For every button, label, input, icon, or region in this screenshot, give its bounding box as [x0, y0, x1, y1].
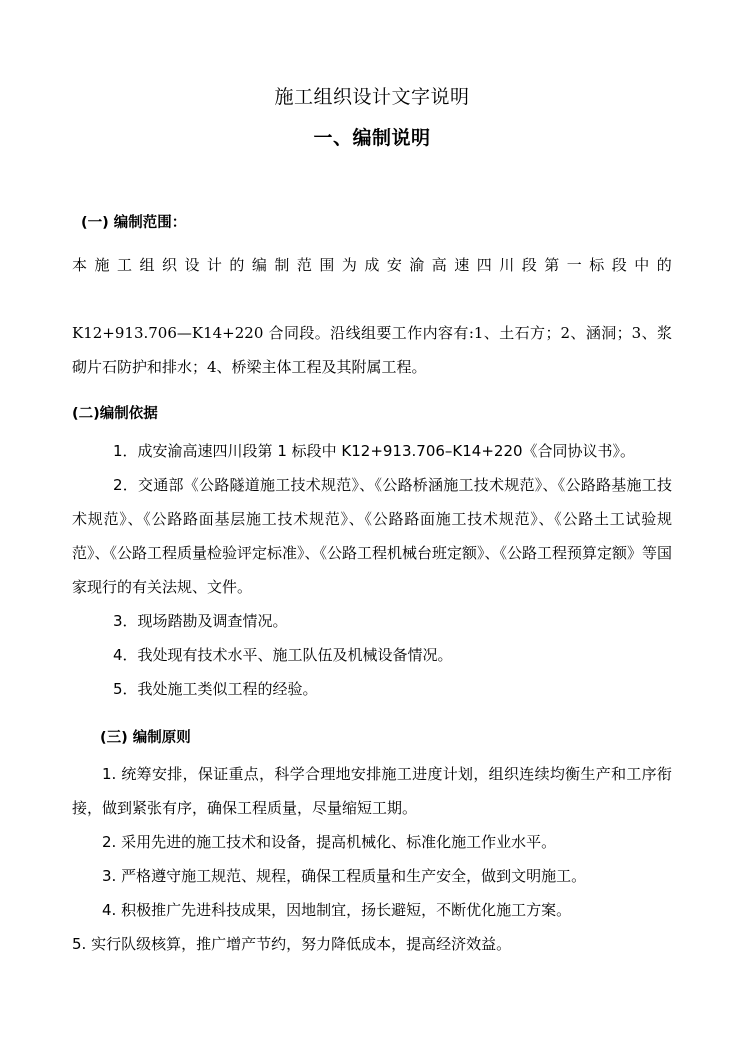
- list-item: 1. 统筹安排，保证重点，科学合理地安排施工进度计划，组织连续均衡生产和工序衔接，做到紧张有序，确保工程质量，尽量缩短工期。: [72, 765, 672, 818]
- section-scope-paragraph: [72, 235, 672, 384]
- list-item: 2．交通部《公路隧道施工技术规范》、《公路桥涵施工技术规范》、《公路路基施工技术规范》、《公路路面基层施工技术规范》、《公路路面施工技术规范》、《公路土工试验规范》、《公路工程质量检验评定标准》、《公路工程机械台班定额》、《公路工程预算定额》等国家现行的有关法规、文件。: [72, 475, 673, 596]
- list-item: 2. 采用先进的施工技术和设备，提高机械化、标准化施工作业水平。: [102, 833, 557, 852]
- document-subtitle: 一、编制说明: [313, 126, 431, 149]
- section-heading-basis: (二)编制依据: [72, 405, 158, 422]
- list-item: 4. 积极推广先进科技成果，因地制宜，扬长避短，不断优化施工方案。: [102, 901, 572, 920]
- list-item: 5．我处施工类似工程的经验。: [113, 679, 318, 698]
- section-heading-principles: (三) 编制原则: [100, 729, 191, 746]
- list-item: 4．我处现有技术水平、施工队伍及机械设备情况。: [113, 645, 453, 664]
- scope-paragraph-rest: K12+913.706—K14+220 合同段。沿线组要工作内容有:1、土石方；2、涵洞；3、浆砌片石防护和排水；4、桥梁主体工程及其附属工程。: [72, 323, 672, 376]
- page-title: 施工组织设计文字说明: [274, 86, 470, 108]
- list-item: 5. 实行队级核算，推广增产节约，努力降低成本，提高经济效益。: [72, 935, 512, 954]
- list-item: 3．现场踏勘及调查情况。: [113, 611, 288, 630]
- scope-paragraph-line-1: 本施工组织设计的编制范围为成安渝高速四川段第一标段中的: [72, 255, 672, 274]
- document-body: [72, 0, 672, 961]
- list-item: 3. 严格遵守施工规范、规程，确保工程质量和生产安全，做到文明施工。: [102, 867, 587, 886]
- section-heading-scope: (一) 编制范围：: [81, 215, 187, 232]
- list-item: 1．成安渝高速四川段第 1 标段中 K12+913.706–K14+220《合同协议书》。: [113, 441, 636, 460]
